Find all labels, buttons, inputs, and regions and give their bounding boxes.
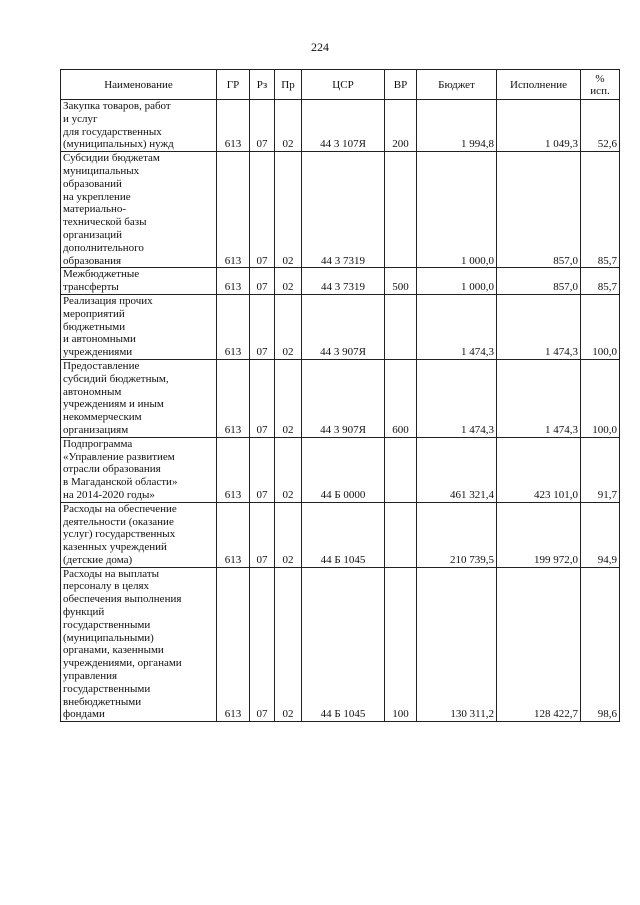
- cell-pr: 02: [275, 100, 302, 152]
- cell-csr: 44 Б 0000: [302, 437, 385, 502]
- cell-pr: 02: [275, 437, 302, 502]
- header-rz: Рз: [250, 70, 275, 100]
- header-row: [61, 70, 620, 100]
- header-pr: Пр: [275, 70, 302, 100]
- cell-execution: 128 422,7: [497, 567, 581, 722]
- cell-vr: [385, 294, 417, 359]
- cell-gr: 613: [217, 567, 250, 722]
- table-row: [61, 502, 620, 567]
- cell-csr: 44 3 7319: [302, 152, 385, 268]
- table-row: [61, 294, 620, 359]
- cell-name: Субсидии бюджетам муниципальных образований на укрепление материально- технической базы организаций дополнительного образования: [61, 152, 217, 268]
- cell-vr: 500: [385, 268, 417, 295]
- cell-execution: 857,0: [497, 152, 581, 268]
- table-row: [61, 152, 620, 268]
- cell-execution: 1 474,3: [497, 294, 581, 359]
- cell-execution: 1 049,3: [497, 100, 581, 152]
- cell-name: Предоставление субсидий бюджетным, автономным учреждениям и иным некоммерческим организациям: [61, 359, 217, 437]
- cell-rz: 07: [250, 294, 275, 359]
- cell-budget: 461 321,4: [417, 437, 497, 502]
- cell-gr: 613: [217, 294, 250, 359]
- cell-budget: 1 000,0: [417, 268, 497, 295]
- cell-vr: [385, 502, 417, 567]
- cell-name: Расходы на обеспечение деятельности (оказание услуг) государственных казенных учреждений (детские дома): [61, 502, 217, 567]
- table-row: [61, 268, 620, 295]
- cell-pr: 02: [275, 268, 302, 295]
- cell-gr: 613: [217, 437, 250, 502]
- cell-gr: 613: [217, 152, 250, 268]
- table-body: [61, 100, 620, 722]
- cell-execution: 1 474,3: [497, 359, 581, 437]
- cell-budget: 1 474,3: [417, 294, 497, 359]
- cell-rz: 07: [250, 359, 275, 437]
- cell-gr: 613: [217, 268, 250, 295]
- cell-execution: 423 101,0: [497, 437, 581, 502]
- cell-pr: 02: [275, 359, 302, 437]
- cell-rz: 07: [250, 100, 275, 152]
- cell-rz: 07: [250, 502, 275, 567]
- cell-percent: 98,6: [581, 567, 620, 722]
- cell-csr: 44 3 107Я: [302, 100, 385, 152]
- cell-vr: 200: [385, 100, 417, 152]
- header-vr: ВР: [385, 70, 417, 100]
- cell-gr: 613: [217, 502, 250, 567]
- cell-rz: 07: [250, 437, 275, 502]
- cell-csr: 44 3 907Я: [302, 359, 385, 437]
- cell-csr: 44 Б 1045: [302, 502, 385, 567]
- cell-name: Расходы на выплаты персоналу в целях обеспечения выполнения функций государственными (муниципальными) органами, казенными учреждениями, органами управления государственными внебюджетными фондами: [61, 567, 217, 722]
- cell-gr: 613: [217, 100, 250, 152]
- cell-rz: 07: [250, 268, 275, 295]
- header-execution: Исполнение: [497, 70, 581, 100]
- cell-csr: 44 Б 1045: [302, 567, 385, 722]
- header-budget: Бюджет: [417, 70, 497, 100]
- cell-budget: 130 311,2: [417, 567, 497, 722]
- table-row: [61, 359, 620, 437]
- cell-percent: 85,7: [581, 268, 620, 295]
- cell-vr: [385, 437, 417, 502]
- cell-pr: 02: [275, 152, 302, 268]
- cell-budget: 1 994,8: [417, 100, 497, 152]
- table-row: [61, 100, 620, 152]
- cell-pr: 02: [275, 502, 302, 567]
- cell-name: Межбюджетные трансферты: [61, 268, 217, 295]
- cell-execution: 857,0: [497, 268, 581, 295]
- cell-execution: 199 972,0: [497, 502, 581, 567]
- cell-vr: [385, 152, 417, 268]
- cell-csr: 44 3 907Я: [302, 294, 385, 359]
- header-gr: ГР: [217, 70, 250, 100]
- cell-percent: 100,0: [581, 359, 620, 437]
- table-header: [61, 70, 620, 100]
- cell-percent: 94,9: [581, 502, 620, 567]
- table-row: [61, 567, 620, 722]
- header-csr: ЦСР: [302, 70, 385, 100]
- cell-percent: 85,7: [581, 152, 620, 268]
- cell-budget: 1 474,3: [417, 359, 497, 437]
- cell-percent: 91,7: [581, 437, 620, 502]
- cell-vr: 100: [385, 567, 417, 722]
- cell-csr: 44 3 7319: [302, 268, 385, 295]
- cell-pr: 02: [275, 294, 302, 359]
- header-percent: % исп.: [581, 70, 620, 100]
- cell-rz: 07: [250, 567, 275, 722]
- cell-name: Реализация прочих мероприятий бюджетными и автономными учреждениями: [61, 294, 217, 359]
- table-row: [61, 437, 620, 502]
- cell-percent: 100,0: [581, 294, 620, 359]
- cell-budget: 210 739,5: [417, 502, 497, 567]
- budget-table: [60, 69, 620, 722]
- cell-name: Подпрограмма «Управление развитием отрасли образования в Магаданской области» на 2014-2020 годы»: [61, 437, 217, 502]
- cell-budget: 1 000,0: [417, 152, 497, 268]
- cell-rz: 07: [250, 152, 275, 268]
- header-name: Наименование: [61, 70, 217, 100]
- cell-gr: 613: [217, 359, 250, 437]
- cell-name: Закупка товаров, работ и услуг для государственных (муниципальных) нужд: [61, 100, 217, 152]
- cell-vr: 600: [385, 359, 417, 437]
- cell-pr: 02: [275, 567, 302, 722]
- page-number: 224: [311, 40, 329, 54]
- cell-percent: 52,6: [581, 100, 620, 152]
